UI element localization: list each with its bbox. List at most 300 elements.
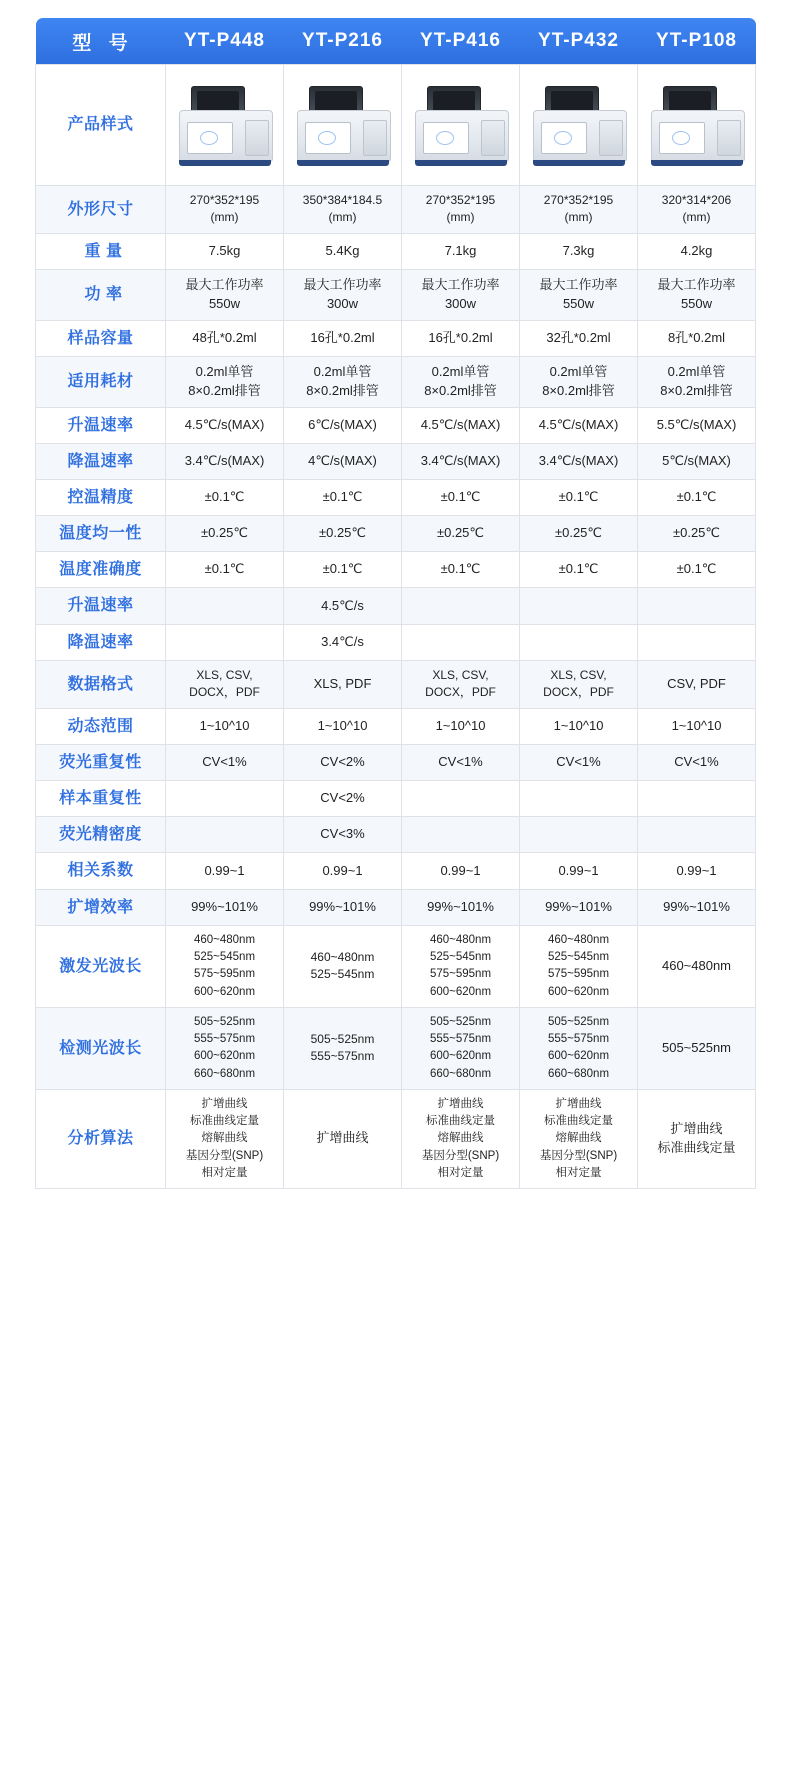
spec-value-line: 标准曲线定量 xyxy=(426,1115,495,1127)
spec-cell xyxy=(284,817,402,853)
spec-cell xyxy=(520,1007,638,1089)
row-label: 重 量 xyxy=(36,233,166,269)
header-cell-yt-p108: YT-P108 xyxy=(638,18,756,65)
table-row xyxy=(36,443,756,479)
spec-value-line: 555~575nm xyxy=(310,1049,375,1064)
device-screen xyxy=(187,122,233,154)
spec-cell xyxy=(520,186,638,234)
spec-value-line: 5.4Kg xyxy=(325,242,360,258)
spec-cell xyxy=(402,708,520,744)
spec-cell xyxy=(284,233,402,269)
spec-value-line: 最大工作功率 xyxy=(303,276,382,292)
spec-cell xyxy=(284,356,402,407)
spec-value-line: ±0.25℃ xyxy=(318,525,367,541)
spec-value-line: 270*352*195 xyxy=(189,193,260,207)
spec-value-line: 550w xyxy=(680,295,713,311)
spec-cell xyxy=(638,660,756,708)
spec-value-line: 555~575nm xyxy=(429,1033,492,1045)
spec-cell xyxy=(638,186,756,234)
spec-value-line: 460~480nm xyxy=(429,933,492,946)
spec-cell xyxy=(166,552,284,588)
table-header xyxy=(36,18,756,65)
spec-cell xyxy=(520,817,638,853)
spec-cell xyxy=(166,407,284,443)
spec-value-line: 300w xyxy=(444,295,477,311)
spec-cell xyxy=(520,407,638,443)
spec-value-line: 48孔*0.2ml xyxy=(192,329,257,345)
spec-cell xyxy=(520,269,638,320)
table-row xyxy=(36,817,756,853)
row-label: 分析算法 xyxy=(36,1089,166,1188)
table-row xyxy=(36,479,756,515)
spec-value-line: 4.5℃/s(MAX) xyxy=(184,416,265,432)
spec-value-line: 8孔*0.2ml xyxy=(667,329,726,345)
spec-cell xyxy=(638,407,756,443)
spec-value-line: 3.4℃/s(MAX) xyxy=(184,452,265,468)
spec-value-line: 99%~101% xyxy=(191,898,258,914)
header-cell-yt-p416: YT-P416 xyxy=(402,18,520,65)
spec-value-line: CSV, PDF xyxy=(667,675,726,691)
spec-value-line: 扩增曲线 xyxy=(555,1097,602,1110)
spec-value-line: 1~10^10 xyxy=(199,717,250,733)
spec-value-line: ±0.1℃ xyxy=(440,489,481,505)
spec-value-line: ±0.1℃ xyxy=(558,561,599,577)
table-row xyxy=(36,356,756,407)
device-base xyxy=(533,160,625,166)
spec-value-line: 1~10^10 xyxy=(435,717,486,733)
device-base xyxy=(179,160,271,166)
spec-value-line: 扩增曲线 xyxy=(316,1130,369,1146)
spec-value-line: 600~620nm xyxy=(193,1050,256,1063)
spec-value-line: 最大工作功率 xyxy=(185,276,264,292)
spec-cell xyxy=(520,552,638,588)
spec-cell xyxy=(520,744,638,780)
header-cell-yt-p432: YT-P432 xyxy=(520,18,638,65)
row-label: 温度准确度 xyxy=(36,552,166,588)
spec-value-line: 460~480nm xyxy=(661,957,732,973)
spec-value-line: 4.2kg xyxy=(680,242,713,258)
spec-cell xyxy=(402,1089,520,1188)
spec-value-line: 600~620nm xyxy=(429,985,492,998)
spec-value-line: 660~680nm xyxy=(547,1067,610,1080)
spec-value-line: CV<1% xyxy=(674,753,719,769)
table-row xyxy=(36,588,756,624)
table-row xyxy=(36,889,756,925)
spec-cell xyxy=(520,320,638,356)
spec-value-line: 0.99~1 xyxy=(558,862,599,878)
spec-value-line: 505~525nm xyxy=(310,1031,375,1046)
spec-value-line: 基因分型(SNP) xyxy=(421,1149,500,1162)
header-cell-yt-p216: YT-P216 xyxy=(284,18,402,65)
spec-value-line: (mm) xyxy=(564,210,593,225)
spec-value-line: 0.99~1 xyxy=(440,862,481,878)
device-image xyxy=(527,84,631,166)
spec-value-line: 660~680nm xyxy=(429,1067,492,1080)
row-label: 升温速率 xyxy=(36,407,166,443)
spec-cell xyxy=(520,516,638,552)
table-row xyxy=(36,1007,756,1089)
spec-value-line: 8×0.2ml排管 xyxy=(424,382,497,398)
device-image xyxy=(409,84,513,166)
spec-cell xyxy=(402,186,520,234)
spec-cell xyxy=(638,781,756,817)
spec-value-line: 相对定量 xyxy=(555,1166,602,1179)
spec-cell xyxy=(166,443,284,479)
row-label: 检测光波长 xyxy=(36,1007,166,1089)
spec-value-line: 300w xyxy=(326,295,359,311)
spec-value-line: ±0.1℃ xyxy=(204,489,245,505)
spec-cell xyxy=(284,889,402,925)
product-image-cell xyxy=(638,65,756,186)
spec-cell xyxy=(402,889,520,925)
spec-value-line: 标准曲线定量 xyxy=(657,1139,736,1155)
spec-value-line: ±0.25℃ xyxy=(436,525,485,541)
spec-value-line: 550w xyxy=(208,295,241,311)
spec-cell xyxy=(166,516,284,552)
spec-cell xyxy=(402,853,520,889)
spec-value-line: 7.3kg xyxy=(562,242,595,258)
device-base xyxy=(297,160,389,166)
spec-value-line: 270*352*195 xyxy=(543,193,614,207)
spec-cell xyxy=(402,925,520,1007)
header-cell-yt-p448: YT-P448 xyxy=(166,18,284,65)
spec-cell xyxy=(520,624,638,660)
spec-cell xyxy=(520,588,638,624)
spec-cell xyxy=(638,853,756,889)
spec-cell xyxy=(638,925,756,1007)
table-row xyxy=(36,660,756,708)
spec-value-line: 3.4℃/s xyxy=(321,633,364,649)
spec-cell xyxy=(284,1089,402,1188)
spec-cell xyxy=(284,781,402,817)
row-label: 动态范围 xyxy=(36,708,166,744)
spec-cell xyxy=(402,479,520,515)
spec-cell xyxy=(166,356,284,407)
spec-cell xyxy=(638,552,756,588)
spec-value-line: 0.2ml单管 xyxy=(195,363,254,379)
device-base xyxy=(651,160,743,166)
spec-value-line: 600~620nm xyxy=(547,985,610,998)
spec-value-line: 4.5℃/s(MAX) xyxy=(538,416,619,432)
spec-cell xyxy=(284,925,402,1007)
spec-value-line: 525~545nm xyxy=(310,967,375,982)
device-side-panel xyxy=(481,120,505,156)
spec-value-line: 最大工作功率 xyxy=(657,276,736,292)
row-label: 产品样式 xyxy=(36,65,166,186)
product-image-cell xyxy=(284,65,402,186)
spec-cell xyxy=(638,889,756,925)
spec-value-line: CV<1% xyxy=(556,753,601,769)
spec-cell xyxy=(402,269,520,320)
spec-cell xyxy=(638,356,756,407)
row-label: 荧光重复性 xyxy=(36,744,166,780)
spec-cell xyxy=(402,781,520,817)
table-row xyxy=(36,233,756,269)
spec-value-line: ±0.1℃ xyxy=(676,561,717,577)
device-side-panel xyxy=(363,120,387,156)
spec-cell xyxy=(166,744,284,780)
table-row xyxy=(36,552,756,588)
spec-value-line: 8×0.2ml排管 xyxy=(660,382,733,398)
spec-value-line: 525~545nm xyxy=(547,951,610,963)
spec-value-line: 5℃/s(MAX) xyxy=(662,452,731,468)
spec-value-line: 7.1kg xyxy=(444,242,477,258)
spec-value-line: 99%~101% xyxy=(663,898,730,914)
spec-cell xyxy=(638,479,756,515)
spec-value-line: 最大工作功率 xyxy=(421,276,500,292)
spec-cell xyxy=(638,588,756,624)
spec-value-line: 6℃/s(MAX) xyxy=(308,416,377,432)
spec-cell xyxy=(284,853,402,889)
spec-value-line: 扩增曲线 xyxy=(437,1097,484,1110)
spec-value-line: (mm) xyxy=(210,210,239,225)
spec-cell xyxy=(638,624,756,660)
row-label: 降温速率 xyxy=(36,443,166,479)
spec-value-line: CV<1% xyxy=(202,753,247,769)
spec-cell xyxy=(520,660,638,708)
row-label: 激发光波长 xyxy=(36,925,166,1007)
row-label: 相关系数 xyxy=(36,853,166,889)
table-row xyxy=(36,925,756,1007)
spec-value-line: 8×0.2ml排管 xyxy=(188,382,261,398)
spec-value-line: XLS, CSV, xyxy=(550,667,607,682)
spec-value-line: ±0.1℃ xyxy=(440,561,481,577)
spec-cell xyxy=(520,925,638,1007)
spec-cell xyxy=(166,1089,284,1188)
spec-cell xyxy=(166,817,284,853)
row-label: 外形尺寸 xyxy=(36,186,166,234)
spec-value-line: 基因分型(SNP) xyxy=(539,1149,618,1162)
spec-cell xyxy=(166,1007,284,1089)
spec-cell xyxy=(520,443,638,479)
spec-cell xyxy=(520,708,638,744)
spec-cell xyxy=(284,588,402,624)
spec-value-line: 标准曲线定量 xyxy=(190,1115,259,1127)
spec-value-line: 相对定量 xyxy=(201,1166,248,1179)
spec-cell xyxy=(638,320,756,356)
spec-cell xyxy=(166,781,284,817)
spec-value-line: 0.2ml单管 xyxy=(667,363,726,379)
device-image xyxy=(291,84,395,166)
spec-cell xyxy=(638,233,756,269)
spec-value-line: 0.99~1 xyxy=(676,862,717,878)
spec-cell xyxy=(402,356,520,407)
spec-value-line: 350*384*184.5 xyxy=(302,193,383,207)
device-screen xyxy=(305,122,351,154)
spec-cell xyxy=(284,479,402,515)
spec-value-line: 600~620nm xyxy=(547,1050,610,1063)
product-image-cell xyxy=(520,65,638,186)
spec-cell xyxy=(402,744,520,780)
spec-value-line: 505~525nm xyxy=(661,1039,732,1055)
spec-cell xyxy=(520,853,638,889)
row-label: 适用耗材 xyxy=(36,356,166,407)
spec-value-line: (mm) xyxy=(682,210,711,225)
spec-value-line: 7.5kg xyxy=(208,242,241,258)
spec-value-line: 575~595nm xyxy=(547,968,610,981)
spec-cell xyxy=(166,269,284,320)
spec-cell xyxy=(402,516,520,552)
spec-cell xyxy=(520,233,638,269)
row-label: 温度均一性 xyxy=(36,516,166,552)
spec-value-line: 扩增曲线 xyxy=(201,1097,248,1110)
spec-cell xyxy=(284,407,402,443)
table-row xyxy=(36,516,756,552)
spec-cell xyxy=(520,356,638,407)
table-row xyxy=(36,624,756,660)
spec-value-line: ±0.1℃ xyxy=(676,489,717,505)
spec-value-line: 熔解曲线 xyxy=(555,1132,602,1145)
spec-value-line: 3.4℃/s(MAX) xyxy=(538,452,619,468)
spec-value-line: (mm) xyxy=(328,210,357,225)
spec-value-line: 550w xyxy=(562,295,595,311)
spec-value-line: XLS, PDF xyxy=(313,675,372,691)
spec-value-line: XLS, CSV, xyxy=(196,667,253,682)
spec-value-line: 3.4℃/s(MAX) xyxy=(420,452,501,468)
spec-cell xyxy=(402,233,520,269)
product-image-cell xyxy=(402,65,520,186)
device-screen xyxy=(541,122,587,154)
spec-cell xyxy=(166,624,284,660)
spec-value-line: ±0.25℃ xyxy=(672,525,721,541)
row-label: 扩增效率 xyxy=(36,889,166,925)
spec-cell xyxy=(284,624,402,660)
row-label: 荧光精密度 xyxy=(36,817,166,853)
row-label: 功 率 xyxy=(36,269,166,320)
product-spec-table xyxy=(35,18,756,1189)
spec-value-line: 575~595nm xyxy=(429,968,492,981)
spec-value-line: 0.99~1 xyxy=(204,862,245,878)
spec-value-line: ±0.25℃ xyxy=(200,525,249,541)
spec-cell xyxy=(402,660,520,708)
spec-value-line: 基因分型(SNP) xyxy=(185,1149,264,1162)
device-screen xyxy=(423,122,469,154)
spec-cell xyxy=(402,552,520,588)
spec-cell xyxy=(284,660,402,708)
spec-value-line: 相对定量 xyxy=(437,1166,484,1179)
spec-value-line: 8×0.2ml排管 xyxy=(306,382,379,398)
spec-value-line: 505~525nm xyxy=(193,1015,256,1028)
spec-value-line: 99%~101% xyxy=(545,898,612,914)
spec-cell xyxy=(402,624,520,660)
spec-cell xyxy=(638,1007,756,1089)
table-row xyxy=(36,186,756,234)
spec-value-line: 0.99~1 xyxy=(322,862,363,878)
device-screen xyxy=(659,122,705,154)
row-label: 控温精度 xyxy=(36,479,166,515)
spec-value-line: DOCX，PDF xyxy=(189,685,260,700)
spec-value-line: 4℃/s(MAX) xyxy=(308,452,377,468)
device-image xyxy=(173,84,277,166)
spec-value-line: CV<1% xyxy=(438,753,483,769)
spec-value-line: 0.2ml单管 xyxy=(313,363,372,379)
spec-cell xyxy=(402,588,520,624)
spec-value-line: 32孔*0.2ml xyxy=(546,329,611,345)
spec-value-line: 505~525nm xyxy=(547,1015,610,1028)
spec-value-line: 460~480nm xyxy=(547,933,610,946)
table-row xyxy=(36,320,756,356)
spec-cell xyxy=(520,781,638,817)
product-image-cell xyxy=(166,65,284,186)
spec-cell xyxy=(166,186,284,234)
spec-value-line: 460~480nm xyxy=(193,933,256,946)
device-side-panel xyxy=(717,120,741,156)
spec-value-line: 8×0.2ml排管 xyxy=(542,382,615,398)
spec-value-line: 16孔*0.2ml xyxy=(310,329,375,345)
spec-value-line: XLS, CSV, xyxy=(432,667,489,682)
row-label: 升温速率 xyxy=(36,588,166,624)
spec-cell xyxy=(284,1007,402,1089)
spec-value-line: 扩增曲线 xyxy=(670,1121,723,1137)
row-label: 样本重复性 xyxy=(36,781,166,817)
spec-value-line: 600~620nm xyxy=(429,1050,492,1063)
spec-cell xyxy=(520,479,638,515)
spec-value-line: 660~680nm xyxy=(193,1067,256,1080)
device-side-panel xyxy=(599,120,623,156)
spec-value-line: 525~545nm xyxy=(193,951,256,963)
table-row xyxy=(36,269,756,320)
spec-value-line: 熔解曲线 xyxy=(437,1132,484,1145)
spec-cell xyxy=(284,516,402,552)
spec-value-line: 99%~101% xyxy=(427,898,494,914)
spec-cell xyxy=(520,1089,638,1188)
spec-value-line: 1~10^10 xyxy=(553,717,604,733)
table-row xyxy=(36,407,756,443)
spec-value-line: 505~525nm xyxy=(429,1015,492,1028)
device-image xyxy=(645,84,749,166)
device-base xyxy=(415,160,507,166)
spec-value-line: ±0.1℃ xyxy=(558,489,599,505)
spec-cell xyxy=(638,443,756,479)
spec-cell xyxy=(402,407,520,443)
spec-value-line: 熔解曲线 xyxy=(201,1132,248,1145)
spec-cell xyxy=(284,320,402,356)
spec-cell xyxy=(166,588,284,624)
spec-value-line: 600~620nm xyxy=(193,985,256,998)
spec-value-line: 555~575nm xyxy=(193,1033,256,1045)
spec-value-line: DOCX，PDF xyxy=(543,685,614,700)
spec-value-line: 555~575nm xyxy=(547,1033,610,1045)
spec-cell xyxy=(284,186,402,234)
spec-cell xyxy=(284,744,402,780)
spec-value-line: 320*314*206 xyxy=(661,193,732,207)
spec-cell xyxy=(638,817,756,853)
spec-cell xyxy=(284,269,402,320)
spec-cell xyxy=(638,744,756,780)
table-body xyxy=(36,65,756,1189)
spec-cell xyxy=(166,233,284,269)
row-label: 降温速率 xyxy=(36,624,166,660)
spec-cell xyxy=(166,925,284,1007)
spec-value-line: 16孔*0.2ml xyxy=(428,329,493,345)
spec-value-line: (mm) xyxy=(446,210,475,225)
spec-value-line: CV<3% xyxy=(320,826,365,842)
spec-value-line: ±0.25℃ xyxy=(554,525,603,541)
spec-value-line: 标准曲线定量 xyxy=(544,1115,613,1127)
row-label: 数据格式 xyxy=(36,660,166,708)
table-row xyxy=(36,65,756,186)
spec-cell xyxy=(520,889,638,925)
spec-cell xyxy=(638,1089,756,1188)
spec-value-line: 575~595nm xyxy=(193,968,256,981)
table-row xyxy=(36,744,756,780)
device-side-panel xyxy=(245,120,269,156)
spec-value-line: CV<2% xyxy=(320,790,365,806)
spec-cell xyxy=(284,443,402,479)
spec-value-line: 0.2ml单管 xyxy=(431,363,490,379)
spec-value-line: 0.2ml单管 xyxy=(549,363,608,379)
spec-value-line: DOCX，PDF xyxy=(425,685,496,700)
